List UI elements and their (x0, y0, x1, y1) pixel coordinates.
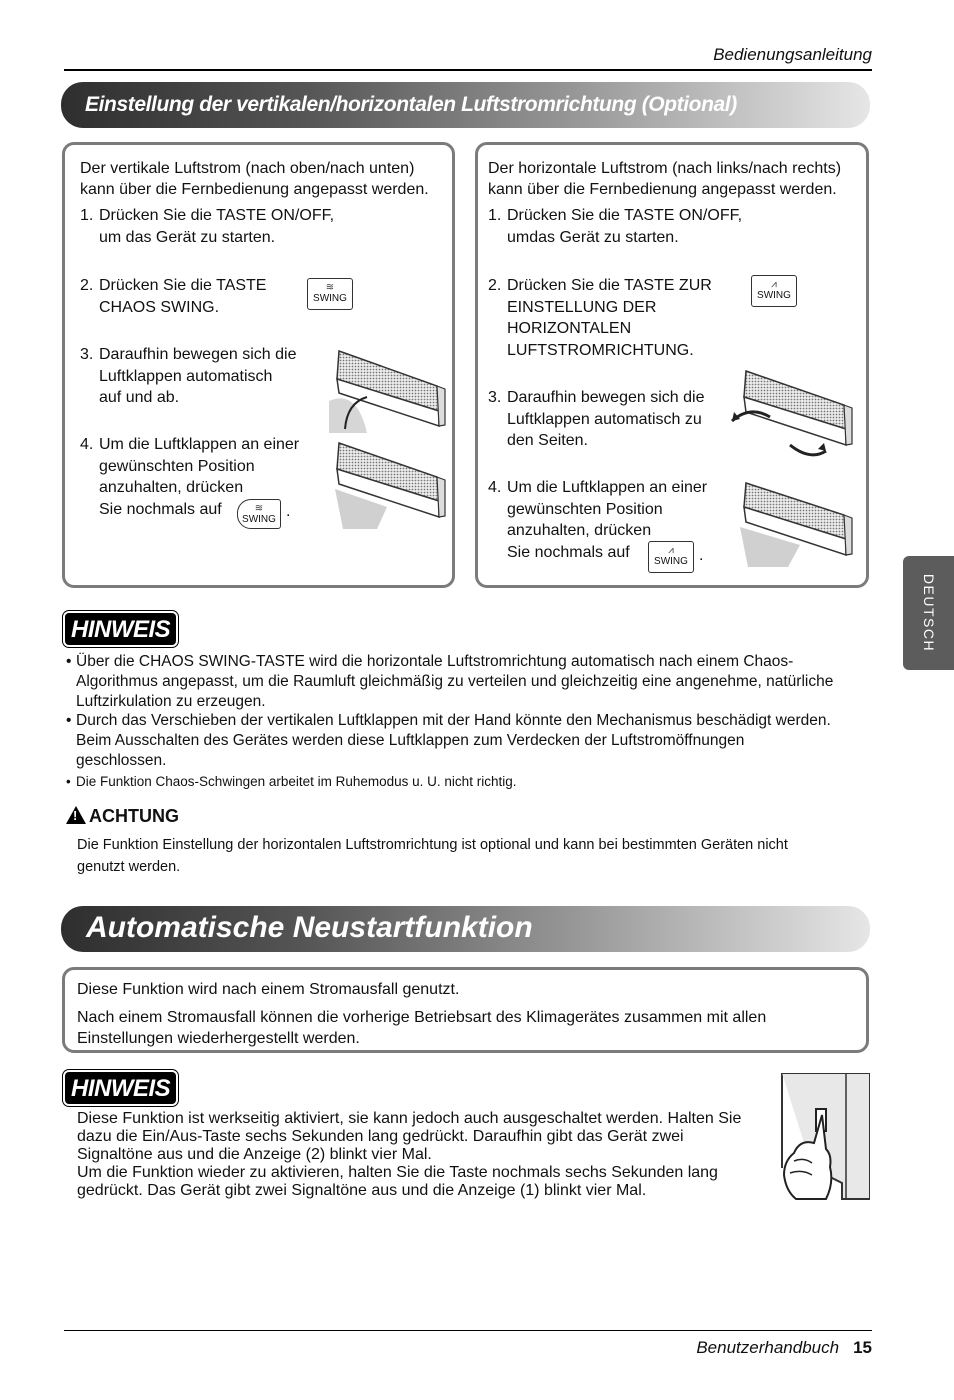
warning-icon (66, 806, 86, 824)
step-text: Daraufhin bewegen sich die Luftklappen automatisch auf und ab. (99, 346, 297, 406)
intro-line: kann über die Fernbedienung angepasst werden. (80, 181, 429, 198)
intro-line: kann über die Fernbedienung angepasst werden. (488, 181, 837, 198)
note-text: Über die CHAOS SWING-TASTE wird die horizontale Luftstromrichtung automatisch nach einem Chaos- Algorithmus angepasst, um die Raumluft gleichmäßig zu verteilen und gleichzeitig eine angenehme, natürliche Luftzirkulation zu erzeugen. (76, 653, 834, 710)
language-tab (903, 556, 954, 670)
restart-text: Diese Funktion wird nach einem Stromausfall genutzt. (77, 981, 460, 998)
ac-unit-stopped-illustration (730, 479, 858, 569)
step-text: Daraufhin bewegen sich die Luftklappen automatisch zu den Seiten. (507, 389, 705, 449)
swing-button-icon: ≋ SWING (307, 278, 353, 310)
step-number: 3. (80, 346, 94, 363)
ac-unit-stopped-illustration (327, 437, 449, 532)
step-number: 2. (80, 277, 94, 294)
step-2 (80, 275, 266, 318)
period: . (286, 503, 291, 520)
hinweis-label: HINWEIS (65, 613, 176, 645)
footer (696, 1338, 872, 1358)
header-rule (64, 69, 872, 71)
horizontal-airflow-box (475, 142, 869, 588)
step-text: Drücken Sie die TASTE ZUR EINSTELLUNG DER HORIZONTALEN LUFTSTROMRICHTUNG. (507, 277, 712, 359)
intro-line: Der horizontale Luftstrom (nach links/nach rechts) (488, 160, 842, 177)
page-number: 15 (853, 1338, 872, 1357)
step-number: 1. (488, 207, 502, 224)
section-title-auto-restart: Automatische Neustartfunktion (61, 906, 870, 952)
step-text: Drücken Sie die TASTE CHAOS SWING. (99, 277, 267, 316)
hand-pressing-button-illustration (772, 1073, 870, 1203)
note-text: Die Funktion Chaos-Schwingen arbeitet im Ruhemodus u. U. nicht richtig. (76, 774, 517, 789)
step-number: 2. (488, 277, 502, 294)
note-item (66, 711, 876, 771)
step-text: Um die Luftklappen an einer gewünschten Position anzuhalten, drücken Sie nochmals auf (507, 479, 708, 561)
step-text: Um die Luftklappen an einer gewünschten Position anzuhalten, drücken Sie nochmals auf (99, 436, 300, 518)
swing-button-icon: ≋ SWING (237, 499, 281, 529)
step-3 (80, 344, 296, 409)
header-title: Bedienungsanleitung (713, 45, 872, 64)
bullet: • (66, 774, 71, 789)
step-number: 3. (488, 389, 502, 406)
note-item (66, 772, 876, 792)
language-tab-label: DEUTSCH (920, 573, 937, 653)
auto-restart-box (62, 967, 869, 1053)
achtung-text: Die Funktion Einstellung der horizontalen Luftstromrichtung ist optional und kann bei bestimmten Geräten nicht genutzt werden. (77, 837, 788, 875)
bullet: • (66, 712, 72, 729)
bullet: • (66, 653, 72, 670)
section-title-airflow: Einstellung der vertikalen/horizontalen Luftstromrichtung (Optional) (61, 82, 870, 128)
step-1 (80, 205, 334, 248)
footer-rule (64, 1330, 872, 1331)
step-text: Drücken Sie die TASTE ON/OFF, umdas Gerät zu starten. (507, 207, 743, 246)
ac-unit-vertical-swing-illustration (327, 341, 449, 436)
footer-title: Benutzerhandbuch (696, 1338, 840, 1357)
hinweis-restart-text: Diese Funktion ist werkseitig aktiviert, sie kann jedoch auch ausgeschaltet werden. Halten Sie dazu die Ein/Aus-Taste sechs Sekunden lang gedrückt. Daraufhin gibt das Gerät zwei Signaltöne aus und die Anzeige (2) blinkt vier Mal. Um die Funktion wieder zu aktivieren, halten Sie die Taste nochmals sechs Sekunden lang gedrückt. Das Gerät gibt zwei Signaltöne aus und die Anzeige (1) blinkt vier Mal. (77, 1110, 742, 1199)
achtung-label: ACHTUNG (89, 806, 179, 826)
step-1 (488, 205, 742, 248)
step-3 (488, 387, 704, 452)
restart-text: Nach einem Stromausfall können die vorherige Betriebsart des Klimagerätes zusammen mit allen (77, 1009, 767, 1026)
swing-button-icon: ⩘ SWING (751, 275, 797, 307)
step-2 (488, 275, 712, 361)
vertical-airflow-box (62, 142, 455, 588)
hinweis-label: HINWEIS (65, 1072, 176, 1104)
step-number: 4. (488, 479, 502, 496)
note-item (66, 652, 876, 712)
step-text: Drücken Sie die TASTE ON/OFF, um das Gerät zu starten. (99, 207, 335, 246)
restart-text: Einstellungen wiederhergestellt werden. (77, 1030, 360, 1047)
swing-button-icon: ⩘ SWING (648, 541, 694, 573)
note-text: Durch das Verschieben der vertikalen Luftklappen mit der Hand könnte den Mechanismus beschädigt werden. Beim Ausschalten des Gerätes werden diese Luftklappen zum Verdecken der Luftstromöffnungen geschlossen. (76, 712, 831, 769)
step-number: 1. (80, 207, 94, 224)
step-number: 4. (80, 436, 94, 453)
achtung-heading (66, 806, 179, 827)
period: . (699, 547, 704, 564)
intro-line: Der vertikale Luftstrom (nach oben/nach unten) (80, 160, 415, 177)
ac-unit-horizontal-swing-illustration (730, 365, 858, 465)
